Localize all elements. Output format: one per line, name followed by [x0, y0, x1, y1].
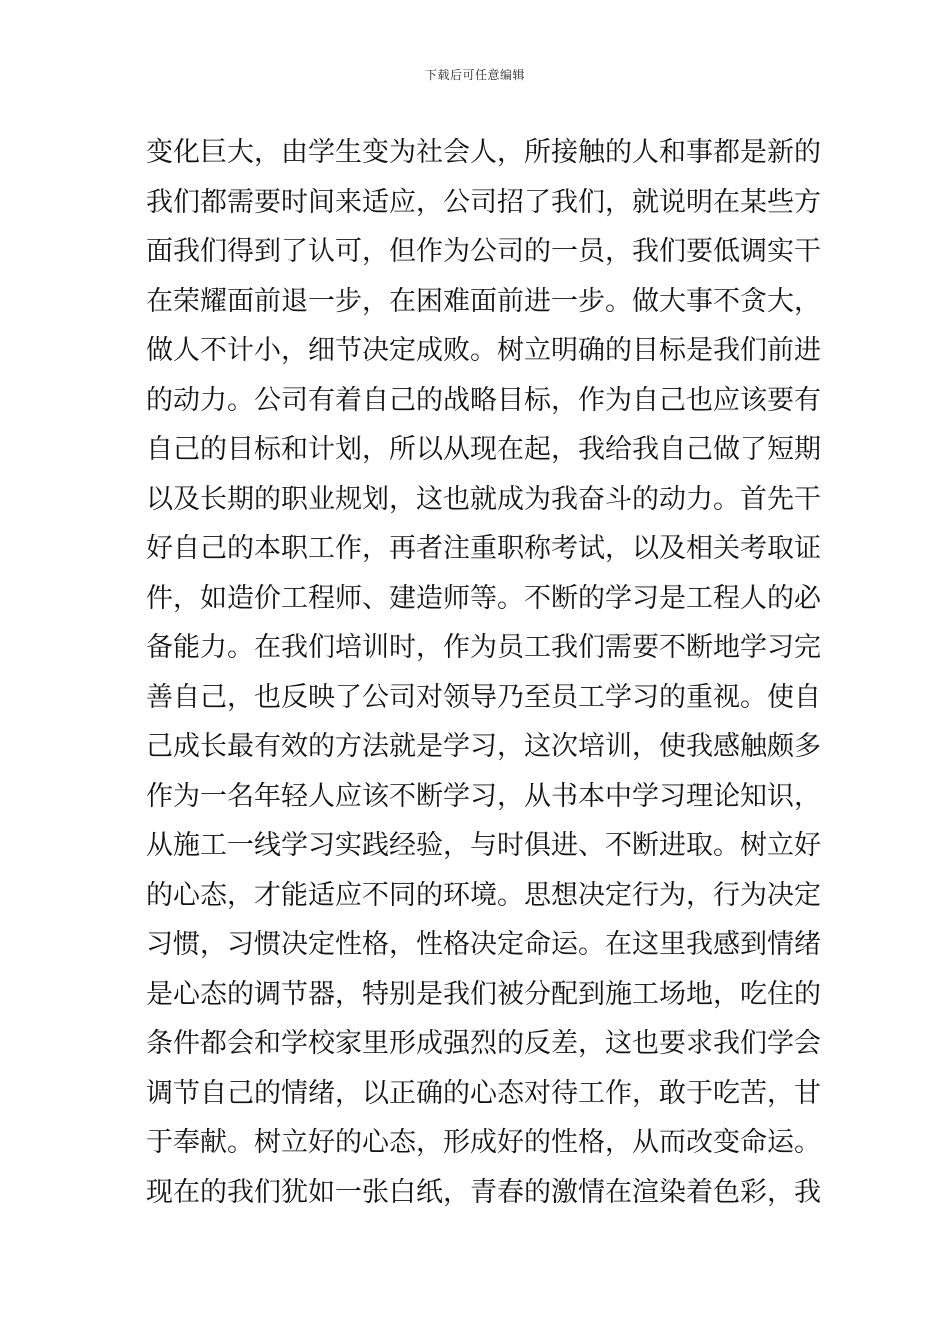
- text-line: 于奉献。树立好的心态，形成好的性格，从而改变命运。: [146, 1127, 821, 1158]
- text-line: 条件都会和学校家里形成强烈的反差，这也要求我们学会: [146, 1028, 821, 1059]
- text-line: 善自己，也反映了公司对领导乃至员工学习的重视。使自: [146, 681, 821, 713]
- text-line: 作为一名年轻人应该不断学习，从书本中学习理论知识，: [146, 780, 821, 812]
- text-line: 备能力。在我们培训时，作为员工我们需要不断地学习完: [146, 632, 821, 663]
- text-line: 从施工一线学习实践经验，与时俱进、不断进取。树立好: [146, 830, 821, 861]
- text-line: 自己的目标和计划，所以从现在起，我给我自己做了短期: [146, 434, 821, 465]
- text-line: 好自己的本职工作，再者注重职称考试，以及相关考取证: [146, 533, 821, 564]
- text-line: 面我们得到了认可，但作为公司的一员，我们要低调实干: [146, 236, 821, 267]
- text-line: 的心态，才能适应不同的环境。思想决定行为，行为决定: [146, 879, 821, 911]
- text-line: 是心态的调节器，特别是我们被分配到施工场地，吃住的: [146, 978, 821, 1010]
- text-line: 在荣耀面前退一步，在困难面前进一步。做大事不贪大，: [146, 285, 821, 317]
- page-header: 下载后可任意编辑: [424, 68, 525, 82]
- text-line: 习惯，习惯决定性格，性格决定命运。在这里我感到情绪: [146, 929, 821, 960]
- text-line: 以及长期的职业规划，这也就成为我奋斗的动力。首先干: [146, 483, 821, 515]
- text-line: 变化巨大，由学生变为社会人，所接触的人和事都是新的: [146, 137, 821, 168]
- text-line: 的动力。公司有着自己的战略目标，作为自己也应该要有: [146, 384, 821, 416]
- text-line: 件，如造价工程师、建造师等。不断的学习是工程人的必: [146, 582, 821, 614]
- document-body: [146, 128, 821, 1217]
- text-line: 做人不计小，细节决定成败。树立明确的目标是我们前进: [146, 335, 821, 366]
- text-line: 调节自己的情绪，以正确的心态对待工作，敢于吃苦，甘: [146, 1077, 821, 1109]
- text-line: 己成长最有效的方法就是学习，这次培训，使我感触颇多: [146, 731, 821, 762]
- text-line: 我们都需要时间来适应，公司招了我们，就说明在某些方: [146, 186, 821, 218]
- text-line: 现在的我们犹如一张白纸，青春的激情在渲染着色彩，我: [146, 1176, 821, 1208]
